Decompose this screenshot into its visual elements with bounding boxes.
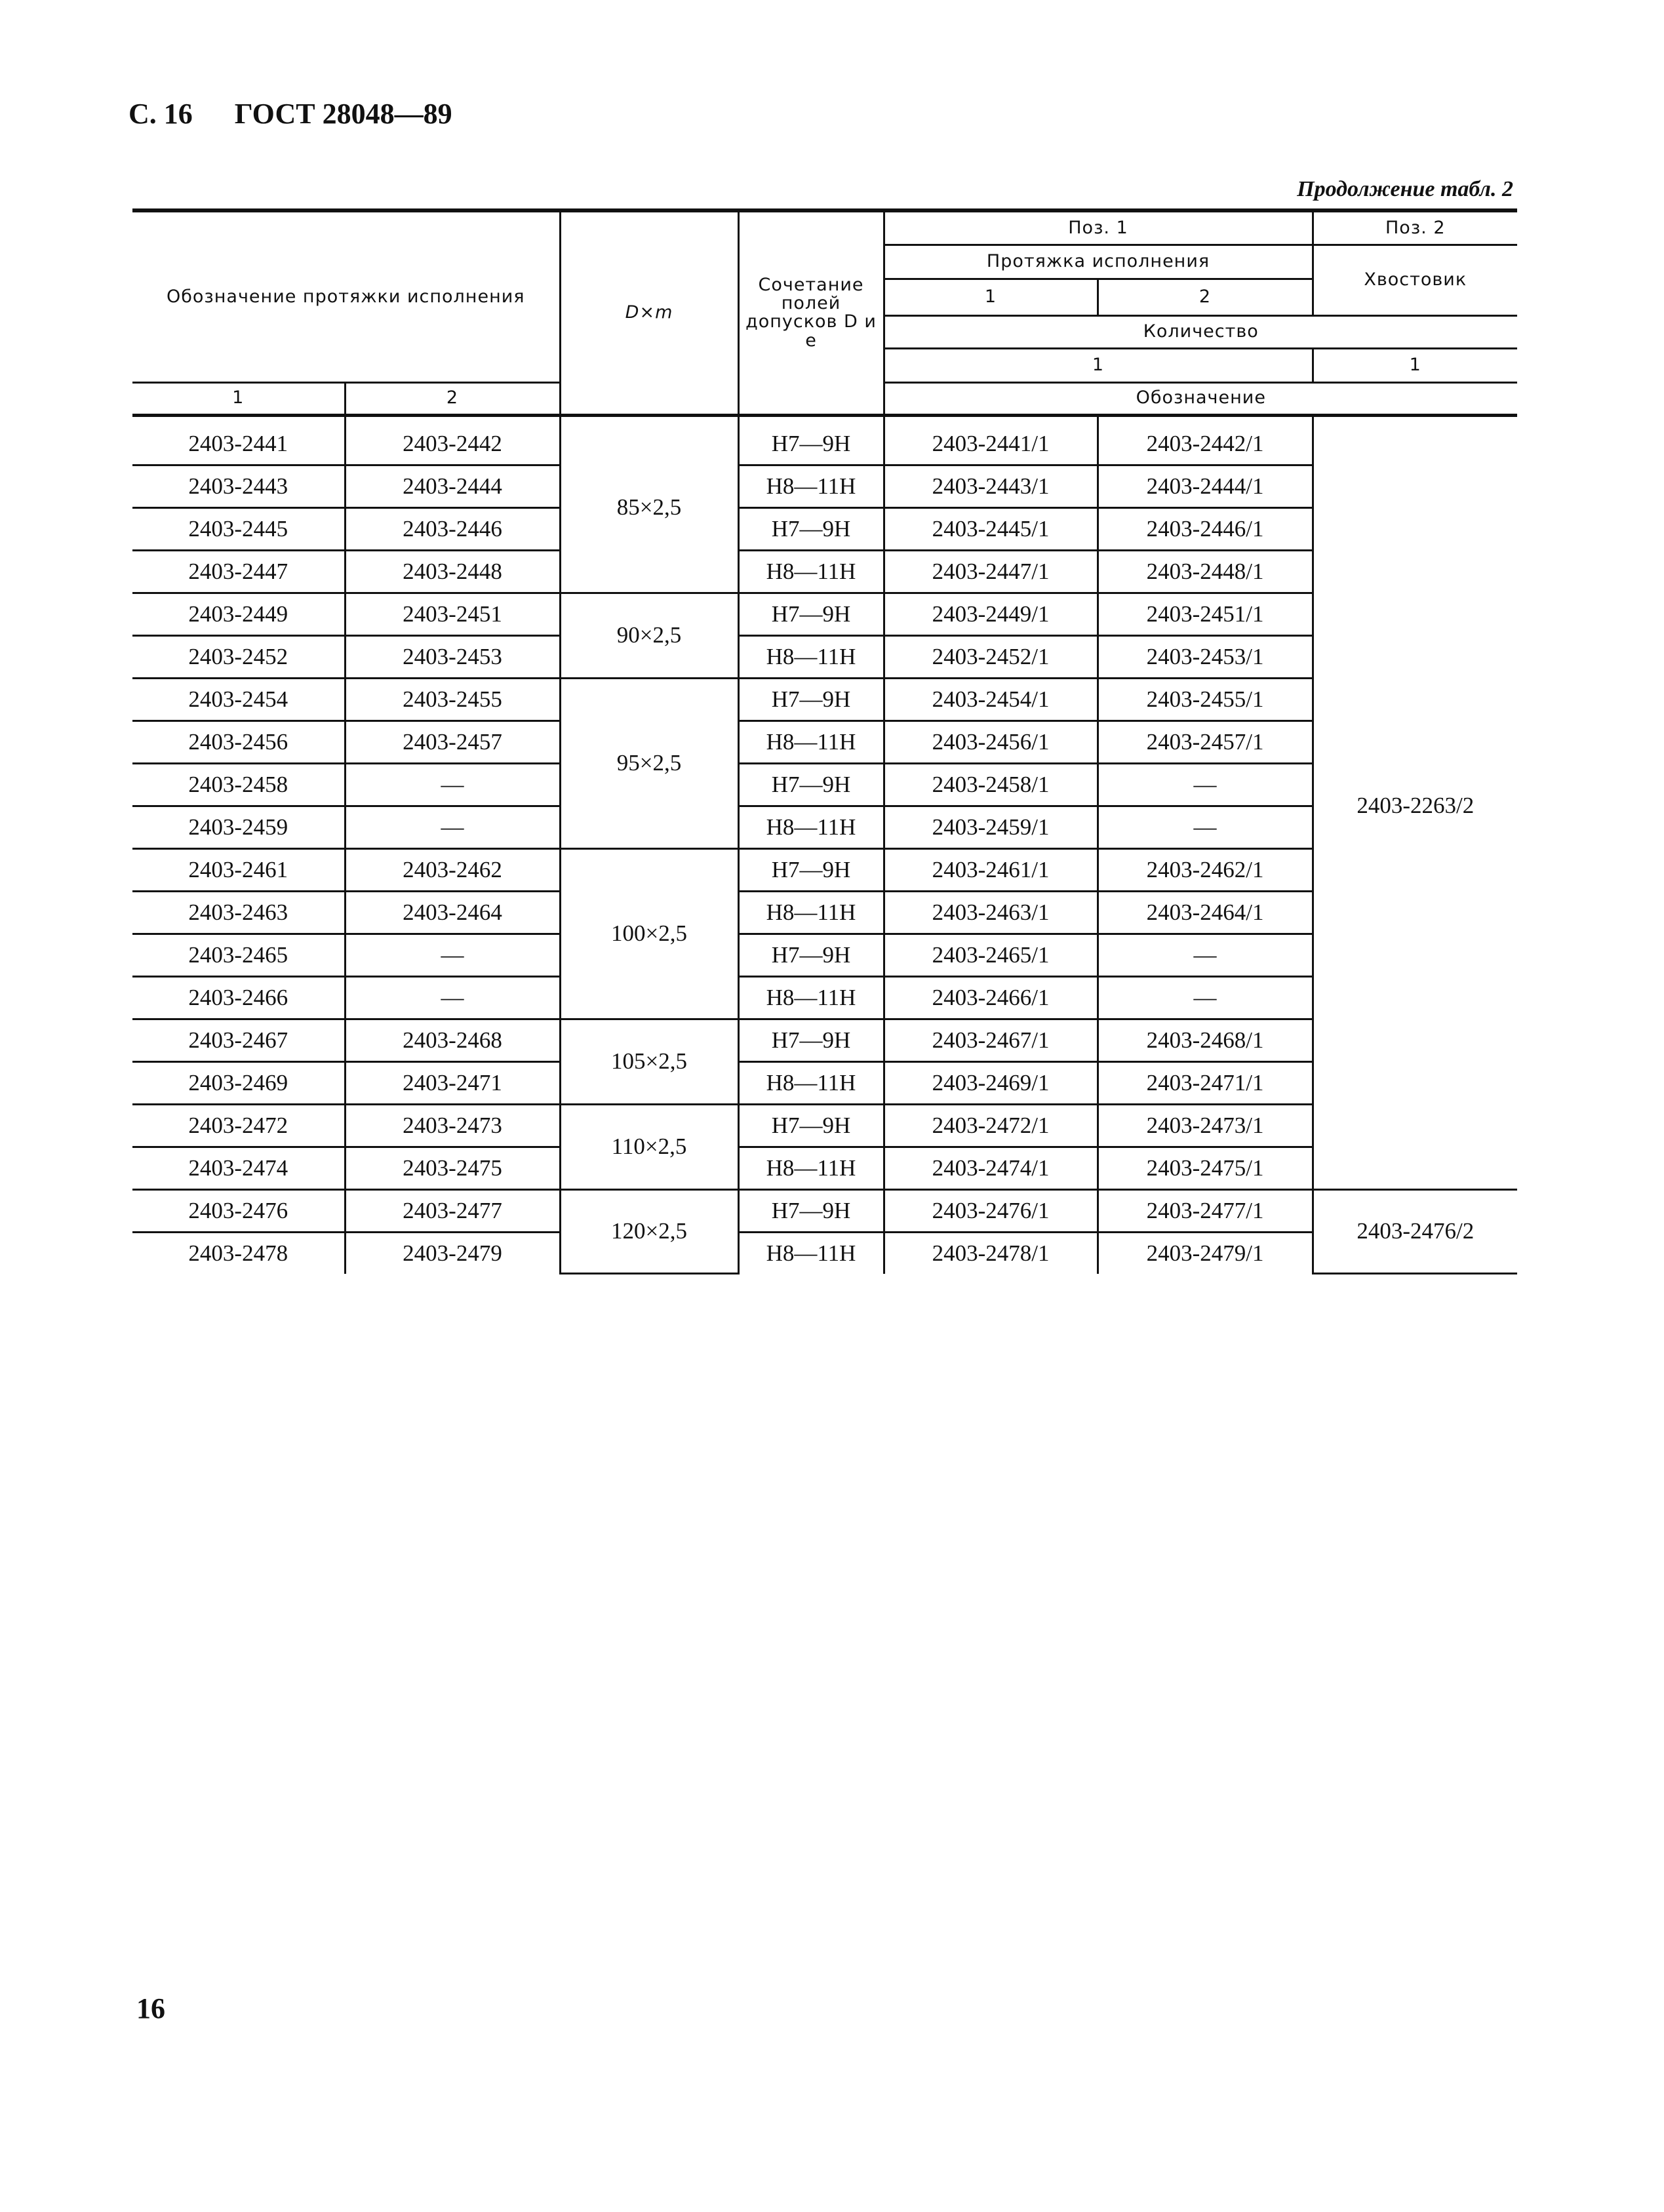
designation-exec-2: 2403-2468 <box>345 1019 560 1061</box>
table-row <box>132 934 1517 976</box>
designation-exec-1: 2403-2456 <box>132 721 345 763</box>
designation-exec-1: 2403-2447 <box>132 550 345 593</box>
header-qty-2: 1 <box>1313 348 1517 382</box>
designation-exec-2: 2403-2448 <box>345 550 560 593</box>
header-col-2: 2 <box>345 382 560 415</box>
pos1-exec-1: 2403-2472/1 <box>884 1104 1098 1147</box>
designation-exec-1: 2403-2445 <box>132 507 345 550</box>
dxm-value: 120×2,5 <box>560 1189 738 1274</box>
tolerance-fit: H7—9H <box>738 1189 884 1232</box>
pos1-exec-2: — <box>1098 806 1313 848</box>
table-row <box>132 593 1517 635</box>
designation-exec-1: 2403-2441 <box>132 415 345 465</box>
designation-exec-2: 2403-2475 <box>345 1147 560 1189</box>
designation-exec-2: 2403-2473 <box>345 1104 560 1147</box>
pos1-exec-2: 2403-2453/1 <box>1098 635 1313 678</box>
designation-exec-1: 2403-2466 <box>132 976 345 1019</box>
tolerance-fit: H8—11H <box>738 721 884 763</box>
designation-exec-2: 2403-2453 <box>345 635 560 678</box>
designation-exec-2: — <box>345 806 560 848</box>
pos1-exec-1: 2403-2478/1 <box>884 1232 1098 1274</box>
pos1-exec-1: 2403-2443/1 <box>884 465 1098 507</box>
tolerance-fit: H7—9H <box>738 593 884 635</box>
header-quantity: Количество <box>884 315 1517 348</box>
table-row <box>132 678 1517 721</box>
header-shank: Хвостовик <box>1313 245 1517 315</box>
designation-exec-2: 2403-2462 <box>345 848 560 891</box>
designation-exec-2: — <box>345 934 560 976</box>
pos1-exec-2: 2403-2446/1 <box>1098 507 1313 550</box>
table-row <box>132 635 1517 678</box>
pos1-exec-1: 2403-2447/1 <box>884 550 1098 593</box>
header-exec-1: 1 <box>884 279 1098 315</box>
pos1-exec-1: 2403-2452/1 <box>884 635 1098 678</box>
table-continuation-caption: Продолжение табл. 2 <box>1297 177 1513 201</box>
tolerance-fit: H8—11H <box>738 465 884 507</box>
table-row <box>132 550 1517 593</box>
table-row <box>132 848 1517 891</box>
header-designation-short: Обозначение <box>884 382 1517 415</box>
designation-exec-2: — <box>345 763 560 806</box>
pos1-exec-2: — <box>1098 934 1313 976</box>
page-header <box>129 97 452 130</box>
pos1-exec-1: 2403-2476/1 <box>884 1189 1098 1232</box>
designation-exec-2: 2403-2464 <box>345 891 560 934</box>
table-row <box>132 976 1517 1019</box>
tolerance-fit: H8—11H <box>738 550 884 593</box>
dxm-value: 110×2,5 <box>560 1104 738 1189</box>
tolerance-fit: H7—9H <box>738 507 884 550</box>
pos1-exec-1: 2403-2463/1 <box>884 891 1098 934</box>
tolerance-fit: H8—11H <box>738 891 884 934</box>
designation-exec-1: 2403-2463 <box>132 891 345 934</box>
designation-exec-2: — <box>345 976 560 1019</box>
designation-exec-1: 2403-2454 <box>132 678 345 721</box>
header-pos2: Поз. 2 <box>1313 210 1517 245</box>
designation-exec-1: 2403-2459 <box>132 806 345 848</box>
table-header <box>132 210 1517 415</box>
specification-table <box>132 208 1517 1274</box>
tolerance-fit: H8—11H <box>738 976 884 1019</box>
designation-exec-1: 2403-2443 <box>132 465 345 507</box>
table-row <box>132 1189 1517 1232</box>
header-broach-execution: Протяжка исполнения <box>884 245 1313 279</box>
header-dxm: D×m <box>560 210 738 415</box>
pos1-exec-1: 2403-2454/1 <box>884 678 1098 721</box>
header-designation: Обозначение протяжки исполнения <box>132 210 560 382</box>
designation-exec-2: 2403-2457 <box>345 721 560 763</box>
table-row <box>132 721 1517 763</box>
tolerance-fit: H8—11H <box>738 1061 884 1104</box>
page-number: 16 <box>136 1992 165 2024</box>
pos1-exec-1: 2403-2449/1 <box>884 593 1098 635</box>
dxm-value: 100×2,5 <box>560 848 738 1019</box>
table-row <box>132 415 1517 465</box>
dxm-value: 105×2,5 <box>560 1019 738 1104</box>
pos1-exec-1: 2403-2466/1 <box>884 976 1098 1019</box>
pos1-exec-2: 2403-2455/1 <box>1098 678 1313 721</box>
table-row <box>132 1147 1517 1189</box>
designation-exec-2: 2403-2471 <box>345 1061 560 1104</box>
designation-exec-1: 2403-2458 <box>132 763 345 806</box>
tolerance-fit: H7—9H <box>738 934 884 976</box>
tolerance-fit: H8—11H <box>738 635 884 678</box>
pos1-exec-1: 2403-2441/1 <box>884 415 1098 465</box>
tolerance-fit: H8—11H <box>738 1147 884 1189</box>
pos1-exec-1: 2403-2458/1 <box>884 763 1098 806</box>
designation-exec-2: 2403-2477 <box>345 1189 560 1232</box>
pos1-exec-2: — <box>1098 976 1313 1019</box>
designation-exec-2: 2403-2446 <box>345 507 560 550</box>
pos1-exec-1: 2403-2469/1 <box>884 1061 1098 1104</box>
dxm-value: 95×2,5 <box>560 678 738 848</box>
designation-exec-1: 2403-2461 <box>132 848 345 891</box>
table-row <box>132 1061 1517 1104</box>
tolerance-fit: H7—9H <box>738 763 884 806</box>
header-tolerance: Сочетание полей допусков D и e <box>738 210 884 415</box>
designation-exec-1: 2403-2467 <box>132 1019 345 1061</box>
pos1-exec-1: 2403-2445/1 <box>884 507 1098 550</box>
pos1-exec-2: 2403-2473/1 <box>1098 1104 1313 1147</box>
pos1-exec-2: 2403-2475/1 <box>1098 1147 1313 1189</box>
pos1-exec-1: 2403-2467/1 <box>884 1019 1098 1061</box>
header-qty-1: 1 <box>884 348 1313 382</box>
pos1-exec-2: 2403-2451/1 <box>1098 593 1313 635</box>
designation-exec-1: 2403-2478 <box>188 1240 288 1266</box>
pos1-exec-1: 2403-2456/1 <box>884 721 1098 763</box>
tolerance-fit: H7—9H <box>738 848 884 891</box>
pos1-exec-2: 2403-2462/1 <box>1098 848 1313 891</box>
designation-exec-1: 2403-2472 <box>132 1104 345 1147</box>
table-row <box>132 1232 1517 1274</box>
table-row <box>132 507 1517 550</box>
pos1-exec-1: 2403-2465/1 <box>884 934 1098 976</box>
designation-exec-2: 2403-2479 <box>345 1232 560 1274</box>
table-body <box>132 415 1517 1274</box>
header-pos1: Поз. 1 <box>884 210 1313 245</box>
pos1-exec-2: 2403-2477/1 <box>1098 1189 1313 1232</box>
tolerance-fit: H7—9H <box>738 1019 884 1061</box>
designation-exec-1: 2403-2474 <box>132 1147 345 1189</box>
tolerance-fit: H7—9H <box>738 1104 884 1147</box>
designation-exec-1: 2403-2452 <box>132 635 345 678</box>
tolerance-fit: H8—11H <box>738 1232 884 1274</box>
pos1-exec-2: 2403-2457/1 <box>1098 721 1313 763</box>
table-row <box>132 763 1517 806</box>
pos1-exec-1: 2403-2459/1 <box>884 806 1098 848</box>
page-label: С. 16 <box>129 98 193 130</box>
pos1-exec-2: 2403-2479/1 <box>1098 1232 1313 1274</box>
pos1-exec-2: 2403-2471/1 <box>1098 1061 1313 1104</box>
pos1-exec-2: 2403-2442/1 <box>1098 415 1313 465</box>
pos1-exec-2: 2403-2468/1 <box>1098 1019 1313 1061</box>
dxm-value: 85×2,5 <box>560 415 738 593</box>
pos1-exec-2: 2403-2448/1 <box>1098 550 1313 593</box>
dxm-value: 90×2,5 <box>560 593 738 678</box>
table-row <box>132 465 1517 507</box>
header-col-1: 1 <box>132 382 345 415</box>
tolerance-fit: H7—9H <box>738 415 884 465</box>
designation-exec-2: 2403-2455 <box>345 678 560 721</box>
tolerance-fit: H8—11H <box>738 806 884 848</box>
shank-designation: 2403-2476/2 <box>1313 1189 1517 1274</box>
table-row <box>132 891 1517 934</box>
designation-exec-1: 2403-2476 <box>132 1189 345 1232</box>
designation-exec-1: 2403-2465 <box>132 934 345 976</box>
shank-designation: 2403-2263/2 <box>1313 415 1517 1189</box>
pos1-exec-1: 2403-2461/1 <box>884 848 1098 891</box>
pos1-exec-2: 2403-2464/1 <box>1098 891 1313 934</box>
pos1-exec-2: — <box>1098 763 1313 806</box>
table-row <box>132 1104 1517 1147</box>
table-row <box>132 1019 1517 1061</box>
header-exec-2: 2 <box>1098 279 1313 315</box>
designation-exec-1: 2403-2469 <box>132 1061 345 1104</box>
standard-number: ГОСТ 28048—89 <box>234 98 452 130</box>
designation-exec-1: 2403-2449 <box>132 593 345 635</box>
pos1-exec-2: 2403-2444/1 <box>1098 465 1313 507</box>
table-row <box>132 806 1517 848</box>
designation-exec-2: 2403-2442 <box>345 415 560 465</box>
designation-exec-2: 2403-2444 <box>345 465 560 507</box>
pos1-exec-1: 2403-2474/1 <box>884 1147 1098 1189</box>
designation-exec-2: 2403-2451 <box>345 593 560 635</box>
tolerance-fit: H7—9H <box>738 678 884 721</box>
